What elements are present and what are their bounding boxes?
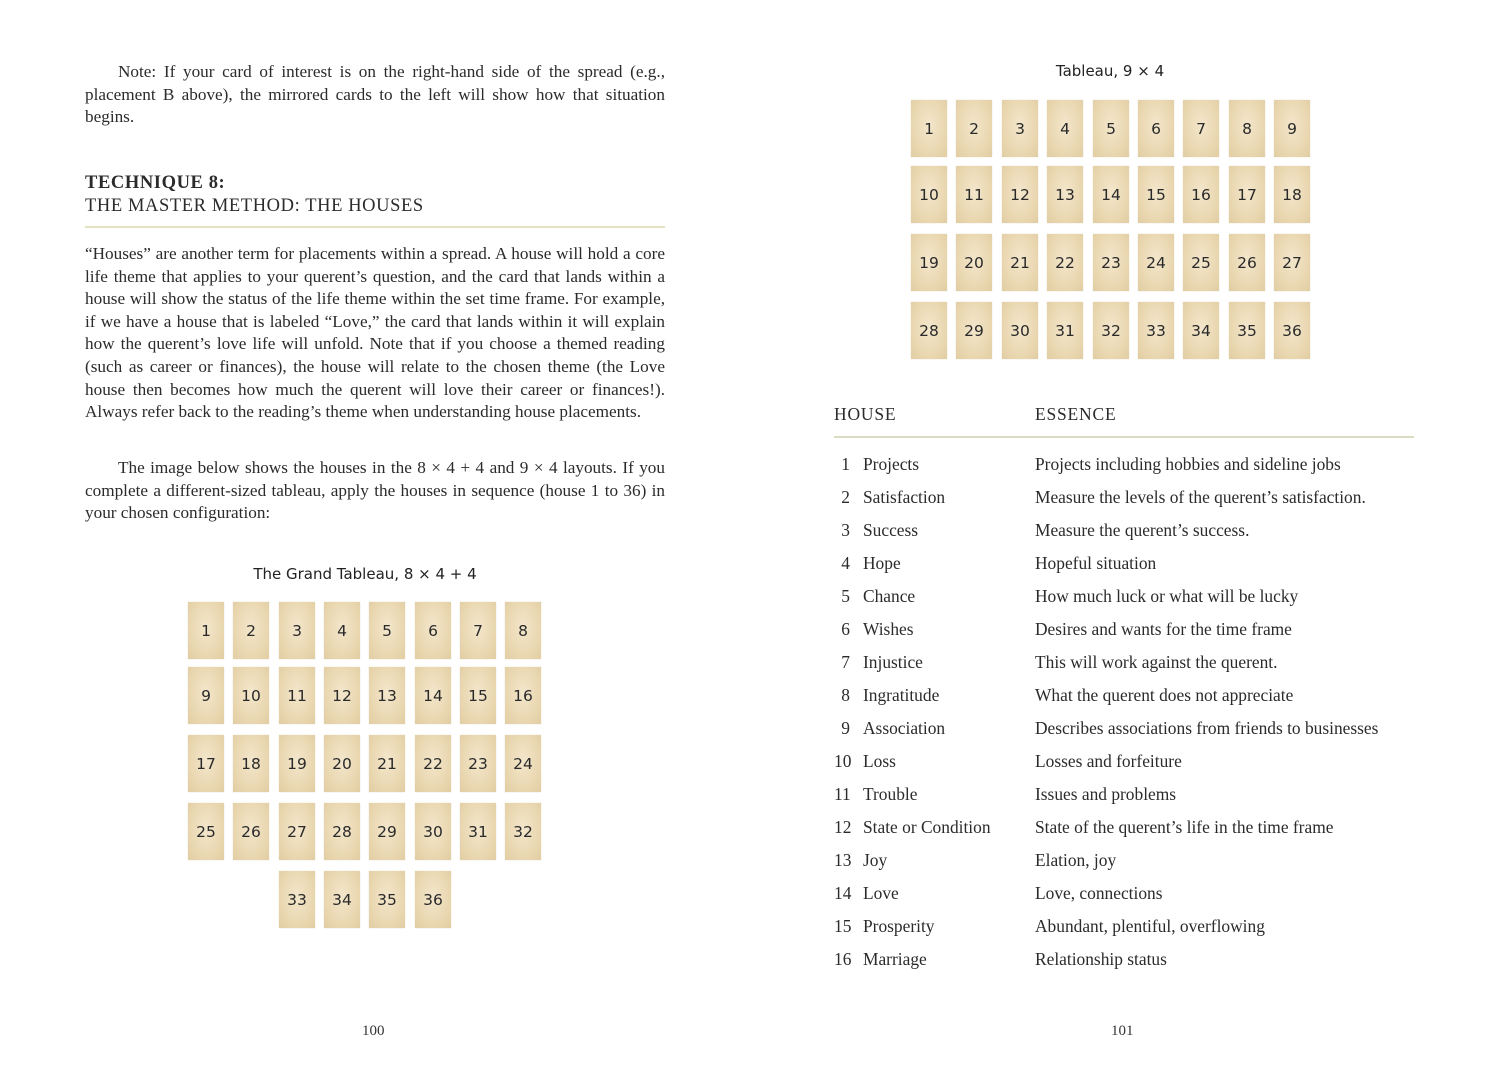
page-number: 101	[1111, 1023, 1134, 1039]
house-card: 19	[279, 735, 315, 792]
house-name: Joy	[863, 850, 888, 870]
house-card: 2	[956, 100, 992, 157]
house-essence: Measure the querent’s success.	[1035, 520, 1250, 540]
heading-title: THE MASTER METHOD: THE HOUSES	[85, 196, 424, 216]
house-card: 32	[505, 803, 541, 860]
house-card: 34	[324, 871, 360, 928]
house-card: 21	[1002, 234, 1038, 291]
house-card: 33	[1138, 302, 1174, 359]
house-card: 30	[1002, 302, 1038, 359]
table-row	[834, 487, 1414, 520]
house-card: 31	[1047, 302, 1083, 359]
house-card: 6	[415, 602, 451, 659]
house-card: 31	[460, 803, 496, 860]
house-card: 10	[911, 166, 947, 223]
house-card: 33	[279, 871, 315, 928]
table-row	[834, 850, 1414, 883]
house-card: 12	[1002, 166, 1038, 223]
right-page	[750, 0, 1500, 1077]
house-card: 15	[460, 667, 496, 724]
house-card: 7	[1183, 100, 1219, 157]
house-name: Projects	[863, 454, 920, 474]
house-name: Success	[863, 520, 919, 540]
house-number: 13	[834, 850, 852, 870]
house-card: 3	[279, 602, 315, 659]
house-card: 5	[369, 602, 405, 659]
house-card: 18	[233, 735, 269, 792]
table-row	[834, 883, 1414, 916]
heading-technique: TECHNIQUE 8:	[85, 173, 226, 193]
house-card: 1	[911, 100, 947, 157]
house-card: 16	[505, 667, 541, 724]
house-number: 12	[834, 817, 852, 837]
house-card: 5	[1093, 100, 1129, 157]
house-card: 30	[415, 803, 451, 860]
house-name: Prosperity	[863, 916, 935, 936]
house-number: 2	[841, 487, 850, 507]
table-row	[834, 751, 1414, 784]
house-card: 13	[369, 667, 405, 724]
table-row	[834, 685, 1414, 718]
house-card: 14	[1093, 166, 1129, 223]
house-essence: Relationship status	[1035, 949, 1167, 969]
table-row	[834, 949, 1414, 982]
house-card: 15	[1138, 166, 1174, 223]
house-essence: Hopeful situation	[1035, 553, 1157, 573]
house-card: 20	[956, 234, 992, 291]
house-card: 22	[1047, 234, 1083, 291]
table-row	[834, 619, 1414, 652]
house-essence: Issues and problems	[1035, 784, 1177, 804]
house-card: 25	[1183, 234, 1219, 291]
house-card: 32	[1093, 302, 1129, 359]
house-essence: Projects including hobbies and sideline jobs	[1035, 454, 1341, 474]
house-essence: Measure the levels of the querent’s satisfaction.	[1035, 487, 1366, 507]
house-card: 4	[1047, 100, 1083, 157]
table-row	[834, 817, 1414, 850]
table-row	[834, 718, 1414, 751]
house-card: 2	[233, 602, 269, 659]
house-number: 9	[841, 718, 850, 738]
house-number: 15	[834, 916, 852, 936]
house-name: Satisfaction	[863, 487, 946, 507]
house-card: 36	[415, 871, 451, 928]
house-name: Association	[863, 718, 946, 738]
house-card: 9	[188, 667, 224, 724]
house-card: 36	[1274, 302, 1310, 359]
house-essence: What the querent does not appreciate	[1035, 685, 1294, 705]
house-name: Loss	[863, 751, 896, 771]
house-name: State or Condition	[863, 817, 991, 837]
house-card: 35	[1229, 302, 1265, 359]
table-row	[834, 586, 1414, 619]
section-heading	[85, 172, 424, 218]
tableau-9x4-caption: Tableau, 9 × 4	[1055, 62, 1165, 80]
house-card: 16	[1183, 166, 1219, 223]
house-name: Trouble	[863, 784, 918, 804]
house-card: 1	[188, 602, 224, 659]
house-card: 34	[1183, 302, 1219, 359]
house-card: 6	[1138, 100, 1174, 157]
house-card: 21	[369, 735, 405, 792]
house-card: 29	[369, 803, 405, 860]
house-number: 8	[841, 685, 850, 705]
house-card: 12	[324, 667, 360, 724]
house-card: 24	[1138, 234, 1174, 291]
house-card: 11	[956, 166, 992, 223]
house-name: Wishes	[863, 619, 914, 639]
table-row	[834, 652, 1414, 685]
layouts-paragraph: The image below shows the houses in the 8 × 4 + 4 and 9 × 4 layouts. If you complete a different-sized tableau, apply the houses in sequence (house 1 to 36) in your chosen configuration:	[85, 458, 665, 523]
house-card: 14	[415, 667, 451, 724]
house-card: 26	[233, 803, 269, 860]
house-name: Hope	[863, 553, 901, 573]
house-number: 1	[841, 454, 850, 474]
house-number: 6	[841, 619, 850, 639]
house-number: 7	[841, 652, 850, 672]
house-card: 26	[1229, 234, 1265, 291]
house-number: 10	[834, 751, 852, 771]
house-card: 11	[279, 667, 315, 724]
house-essence: State of the querent’s life in the time frame	[1035, 817, 1334, 837]
house-essence: How much luck or what will be lucky	[1035, 586, 1299, 606]
house-card: 27	[1274, 234, 1310, 291]
house-card: 28	[324, 803, 360, 860]
page-number: 100	[362, 1023, 385, 1039]
table-row	[834, 916, 1414, 949]
column-header-house: HOUSE	[834, 404, 897, 424]
column-header-essence: ESSENCE	[1035, 404, 1117, 424]
house-name: Marriage	[863, 949, 927, 969]
heading-rule	[85, 226, 665, 228]
house-essence: Describes associations from friends to businesses	[1035, 718, 1379, 738]
house-card: 3	[1002, 100, 1038, 157]
house-card: 28	[911, 302, 947, 359]
house-number: 16	[834, 949, 852, 969]
house-card: 25	[188, 803, 224, 860]
grand-tableau-caption: The Grand Tableau, 8 × 4 + 4	[253, 565, 477, 583]
house-card: 23	[1093, 234, 1129, 291]
house-card: 24	[505, 735, 541, 792]
house-number: 14	[834, 883, 852, 903]
house-card: 8	[505, 602, 541, 659]
house-name: Chance	[863, 586, 916, 606]
house-essence: This will work against the querent.	[1035, 652, 1278, 672]
house-card: 27	[279, 803, 315, 860]
house-essence: Abundant, plentiful, overflowing	[1035, 916, 1265, 936]
house-name: Ingratitude	[863, 685, 940, 705]
house-number: 5	[841, 586, 850, 606]
house-essence: Elation, joy	[1035, 850, 1117, 870]
house-essence: Losses and forfeiture	[1035, 751, 1182, 771]
house-card: 20	[324, 735, 360, 792]
houses-intro-paragraph: “Houses” are another term for placements within a spread. A house will hold a core life theme that applies to your querent’s question, and the card that lands within a house will show the status of the life theme within the set time frame. For example, if we have a house that is labeled “Love,” the card that lands within it will explain how the querent’s love life will unfold. Note that if you choose a themed reading (such as career or finances), the house will relate to the chosen theme (the Love house then becomes how much the querent will love their career or finances!). Always refer back to the reading’s theme when understanding house placements.	[85, 244, 665, 422]
house-name: Injustice	[863, 652, 923, 672]
house-card: 19	[911, 234, 947, 291]
house-card: 35	[369, 871, 405, 928]
house-card: 8	[1229, 100, 1265, 157]
house-number: 11	[834, 784, 851, 804]
house-number: 3	[841, 520, 850, 540]
house-card: 18	[1274, 166, 1310, 223]
house-essence: Love, connections	[1035, 883, 1163, 903]
house-number: 4	[841, 553, 850, 573]
table-row	[834, 454, 1414, 487]
house-card: 29	[956, 302, 992, 359]
house-card: 4	[324, 602, 360, 659]
house-name: Love	[863, 883, 899, 903]
house-card: 13	[1047, 166, 1083, 223]
house-card: 17	[188, 735, 224, 792]
table-row	[834, 520, 1414, 553]
house-card: 22	[415, 735, 451, 792]
house-card: 10	[233, 667, 269, 724]
house-card: 7	[460, 602, 496, 659]
house-card: 9	[1274, 100, 1310, 157]
table-header-rule	[834, 436, 1414, 438]
house-card: 17	[1229, 166, 1265, 223]
table-row	[834, 784, 1414, 817]
house-card: 23	[460, 735, 496, 792]
house-essence: Desires and wants for the time frame	[1035, 619, 1292, 639]
note-paragraph: Note: If your card of interest is on the right-hand side of the spread (e.g., placement B above), the mirrored cards to the left will show how that situation begins.	[85, 62, 665, 127]
table-row	[834, 553, 1414, 586]
